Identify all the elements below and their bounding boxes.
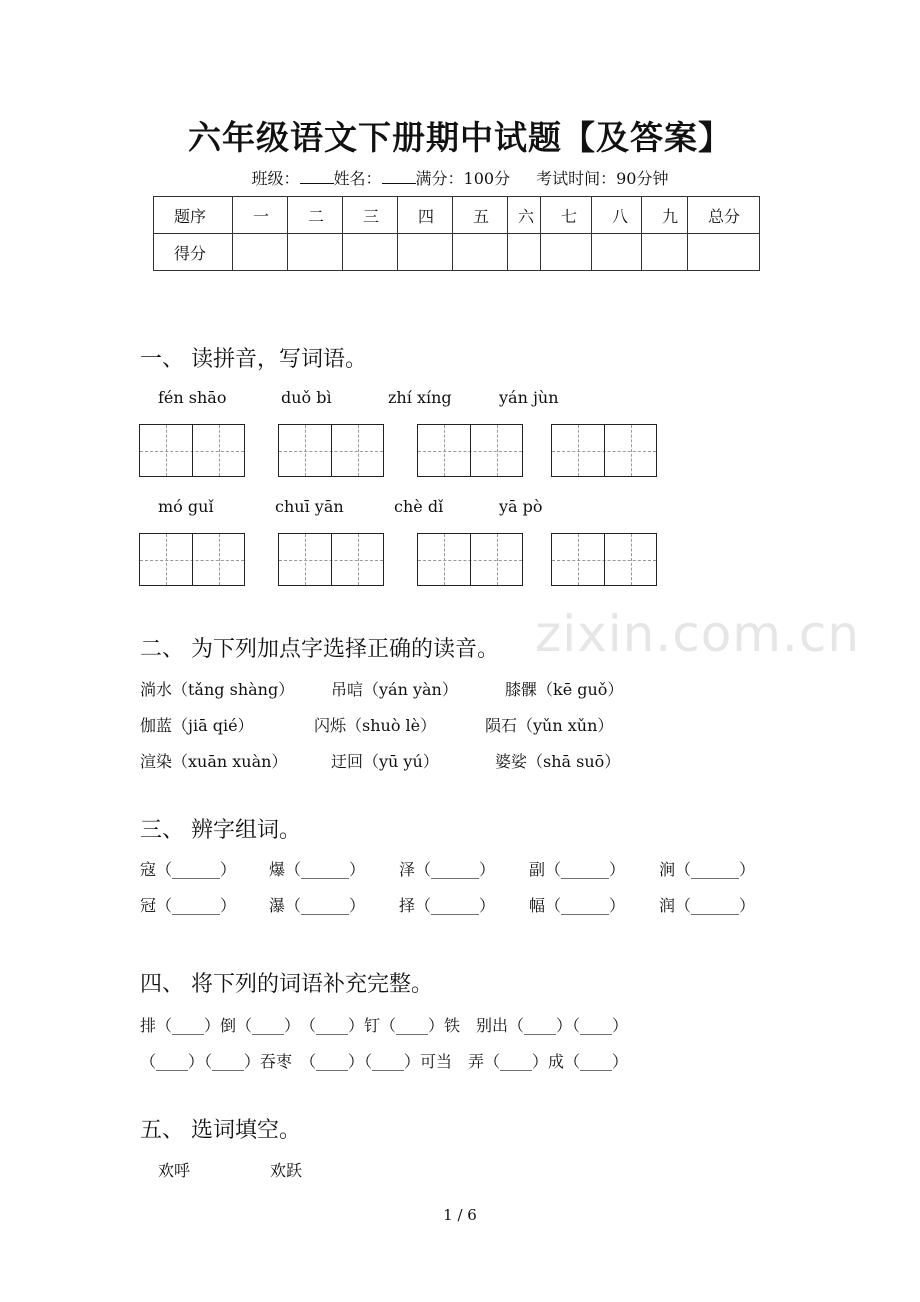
table-cell: 三: [343, 197, 398, 234]
reading-choice: 膝髁（kē guǒ）: [505, 680, 624, 699]
section-4-heading: 四、 将下列的词语补充完整。: [140, 972, 433, 997]
word-fill-item[interactable]: 幅（______）: [529, 896, 626, 915]
word-fill-item[interactable]: 爆（______）: [269, 860, 366, 879]
score-cell[interactable]: [233, 234, 288, 271]
section-3-heading: 三、 辨字组词。: [140, 818, 301, 843]
reading-choice: 吊唁（yán yàn）: [331, 680, 458, 699]
table-cell: 五: [453, 197, 508, 234]
section-5-heading: 五、 选词填空。: [140, 1118, 301, 1143]
word-fill-item[interactable]: 寇（______）: [140, 860, 237, 879]
writing-grid[interactable]: [551, 424, 657, 477]
pinyin: yán jùn: [499, 388, 559, 407]
pinyin: yā pò: [499, 497, 543, 516]
score-cell[interactable]: [288, 234, 343, 271]
score-table: [153, 196, 760, 271]
pinyin: fén shāo: [158, 388, 227, 407]
name-label: 姓名：: [333, 169, 382, 188]
score-cell[interactable]: [343, 234, 398, 271]
idiom-fill-line[interactable]: （____）（____）吞枣 （____）（____）可当 弄（____）成（____）: [140, 1052, 629, 1071]
score-table-row: [154, 234, 760, 271]
score-cell[interactable]: [541, 234, 592, 271]
word-fill-item[interactable]: 涧（______）: [659, 860, 756, 879]
writing-grid[interactable]: [139, 533, 245, 586]
name-blank: [382, 169, 416, 184]
table-cell: 得分: [154, 234, 233, 271]
writing-grid[interactable]: [417, 533, 523, 586]
reading-choice: 婆娑（shā suō）: [495, 752, 621, 771]
score-cell[interactable]: [642, 234, 688, 271]
table-cell: 九: [642, 197, 688, 234]
exam-time: 考试时间：90分钟: [536, 169, 669, 188]
writing-grid[interactable]: [139, 424, 245, 477]
word-fill-item[interactable]: 择（______）: [399, 896, 496, 915]
table-cell: 二: [288, 197, 343, 234]
pinyin: duǒ bì: [281, 388, 332, 407]
score-table-header: [154, 197, 760, 234]
reading-choice: 陨石（yǔn xǔn）: [485, 716, 614, 735]
reading-choice: 迂回（yū yú）: [331, 752, 439, 771]
word-fill-item[interactable]: 冠（______）: [140, 896, 237, 915]
writing-grid[interactable]: [278, 424, 384, 477]
writing-grid[interactable]: [417, 424, 523, 477]
score-cell[interactable]: [453, 234, 508, 271]
page-title: 六年级语文下册期中试题【及答案】: [188, 118, 732, 157]
score-cell[interactable]: [592, 234, 642, 271]
table-cell: 六: [508, 197, 541, 234]
class-blank: [300, 169, 334, 184]
pinyin: chè dǐ: [394, 497, 444, 516]
table-cell: 八: [592, 197, 642, 234]
word-option: 欢跃: [270, 1161, 303, 1180]
score-cell[interactable]: [508, 234, 541, 271]
pinyin: mó guǐ: [158, 497, 214, 516]
writing-grid[interactable]: [551, 533, 657, 586]
table-cell: 四: [398, 197, 453, 234]
table-cell: 总分: [688, 197, 760, 234]
class-label: 班级：: [251, 169, 300, 188]
pinyin: chuī yān: [275, 497, 344, 516]
full-score: 满分：100分: [415, 169, 511, 188]
score-cell[interactable]: [398, 234, 453, 271]
word-fill-item[interactable]: 副（______）: [529, 860, 626, 879]
word-fill-item[interactable]: 泽（______）: [399, 860, 496, 879]
table-cell: 题序: [154, 197, 233, 234]
reading-choice: 渲染（xuān xuàn）: [140, 752, 288, 771]
word-fill-item[interactable]: 瀑（______）: [269, 896, 366, 915]
word-fill-item[interactable]: 润（______）: [659, 896, 756, 915]
exam-info: [0, 166, 920, 189]
pinyin: zhí xíng: [388, 388, 452, 407]
reading-choice: 淌水（tǎng shàng）: [140, 680, 295, 699]
section-1-heading: 一、 读拼音，写词语。: [140, 347, 367, 372]
page-number: 1 / 6: [443, 1206, 477, 1224]
score-cell[interactable]: [688, 234, 760, 271]
reading-choice: 伽蓝（jiā qié）: [140, 716, 254, 735]
watermark: zixin.com.cn: [535, 605, 861, 663]
table-cell: 一: [233, 197, 288, 234]
section-2-heading: 二、 为下列加点字选择正确的读音。: [140, 637, 499, 662]
idiom-fill-line[interactable]: 排（____）倒（____） （____）钉（____）铁 别出（____）（____）: [140, 1016, 629, 1035]
writing-grid[interactable]: [278, 533, 384, 586]
reading-choice: 闪烁（shuò lè）: [314, 716, 437, 735]
table-cell: 七: [541, 197, 592, 234]
word-option: 欢呼: [158, 1161, 191, 1180]
